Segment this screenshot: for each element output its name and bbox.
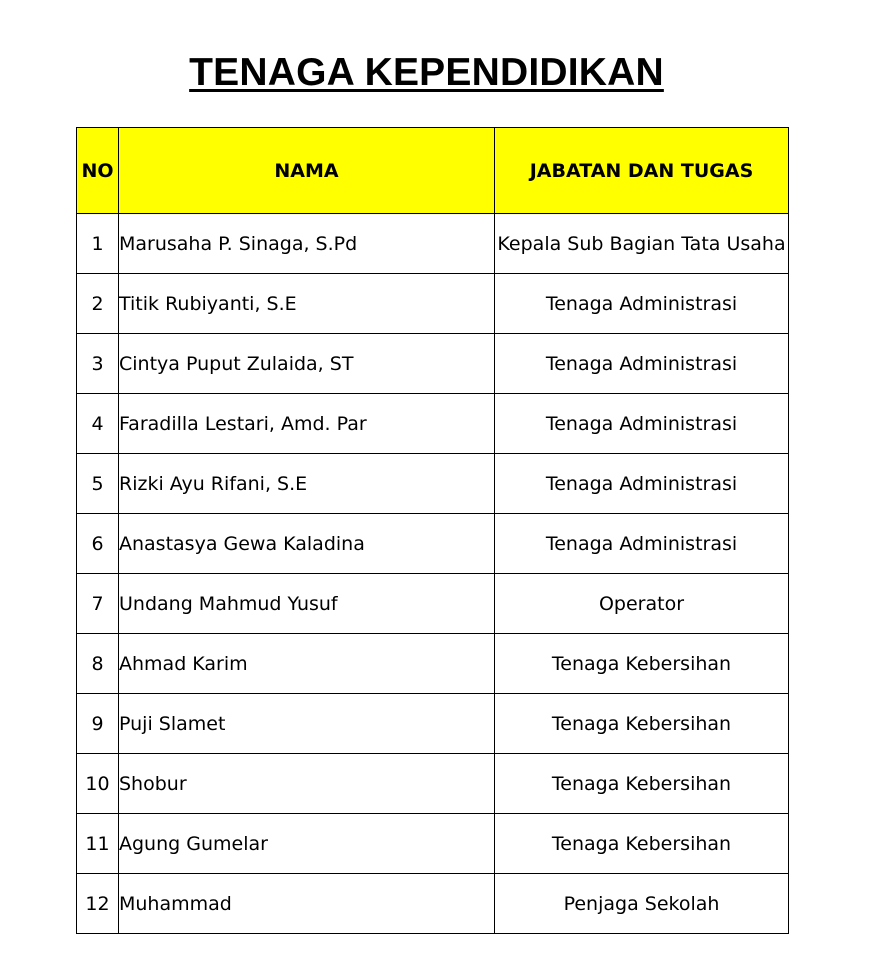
staff-name-cell: Undang Mahmud Yusuf [119,574,495,634]
row-number-cell: 7 [77,574,119,634]
staff-job-cell: Tenaga Administrasi [495,274,789,334]
staff-name-cell: Puji Slamet [119,694,495,754]
table-row [77,634,789,694]
staff-job-cell: Tenaga Kebersihan [495,694,789,754]
table-row [77,874,789,934]
row-number-cell: 1 [77,214,119,274]
row-number-cell: 11 [77,814,119,874]
staff-name-cell: Muhammad [119,874,495,934]
staff-name-cell: Shobur [119,754,495,814]
column-header-name: NAMA [119,128,495,214]
table-row [77,814,789,874]
column-header-job: JABATAN DAN TUGAS [495,128,789,214]
staff-job-cell: Tenaga Administrasi [495,454,789,514]
staff-name-cell: Agung Gumelar [119,814,495,874]
row-number-cell: 4 [77,394,119,454]
row-number-cell: 3 [77,334,119,394]
row-number-cell: 2 [77,274,119,334]
staff-job-cell: Tenaga Kebersihan [495,754,789,814]
table-row [77,394,789,454]
table-row [77,574,789,634]
staff-name-cell: Cintya Puput Zulaida, ST [119,334,495,394]
staff-job-cell: Tenaga Administrasi [495,394,789,454]
table-row [77,274,789,334]
page-title-container [0,48,885,98]
table-row [77,454,789,514]
column-header-no: NO [77,128,119,214]
staff-job-cell: Tenaga Kebersihan [495,814,789,874]
row-number-cell: 6 [77,514,119,574]
staff-table [76,127,789,934]
row-number-cell: 8 [77,634,119,694]
staff-job-cell: Tenaga Administrasi [495,514,789,574]
staff-job-cell: Tenaga Kebersihan [495,634,789,694]
row-number-cell: 12 [77,874,119,934]
table-row [77,214,789,274]
staff-name-cell: Anastasya Gewa Kaladina [119,514,495,574]
table-row [77,754,789,814]
table-body [77,214,789,934]
table-row [77,514,789,574]
table-header-row [77,128,789,214]
staff-job-cell: Penjaga Sekolah [495,874,789,934]
row-number-cell: 9 [77,694,119,754]
staff-job-cell: Tenaga Administrasi [495,334,789,394]
staff-job-cell: Operator [495,574,789,634]
staff-name-cell: Rizki Ayu Rifani, S.E [119,454,495,514]
staff-job-cell: Kepala Sub Bagian Tata Usaha [495,214,789,274]
row-number-cell: 10 [77,754,119,814]
staff-name-cell: Titik Rubiyanti, S.E [119,274,495,334]
table-row [77,334,789,394]
staff-name-cell: Ahmad Karim [119,634,495,694]
table-row [77,694,789,754]
staff-name-cell: Faradilla Lestari, Amd. Par [119,394,495,454]
page-title: TENAGA KEPENDIDIKAN [189,51,664,94]
staff-name-cell: Marusaha P. Sinaga, S.Pd [119,214,495,274]
row-number-cell: 5 [77,454,119,514]
